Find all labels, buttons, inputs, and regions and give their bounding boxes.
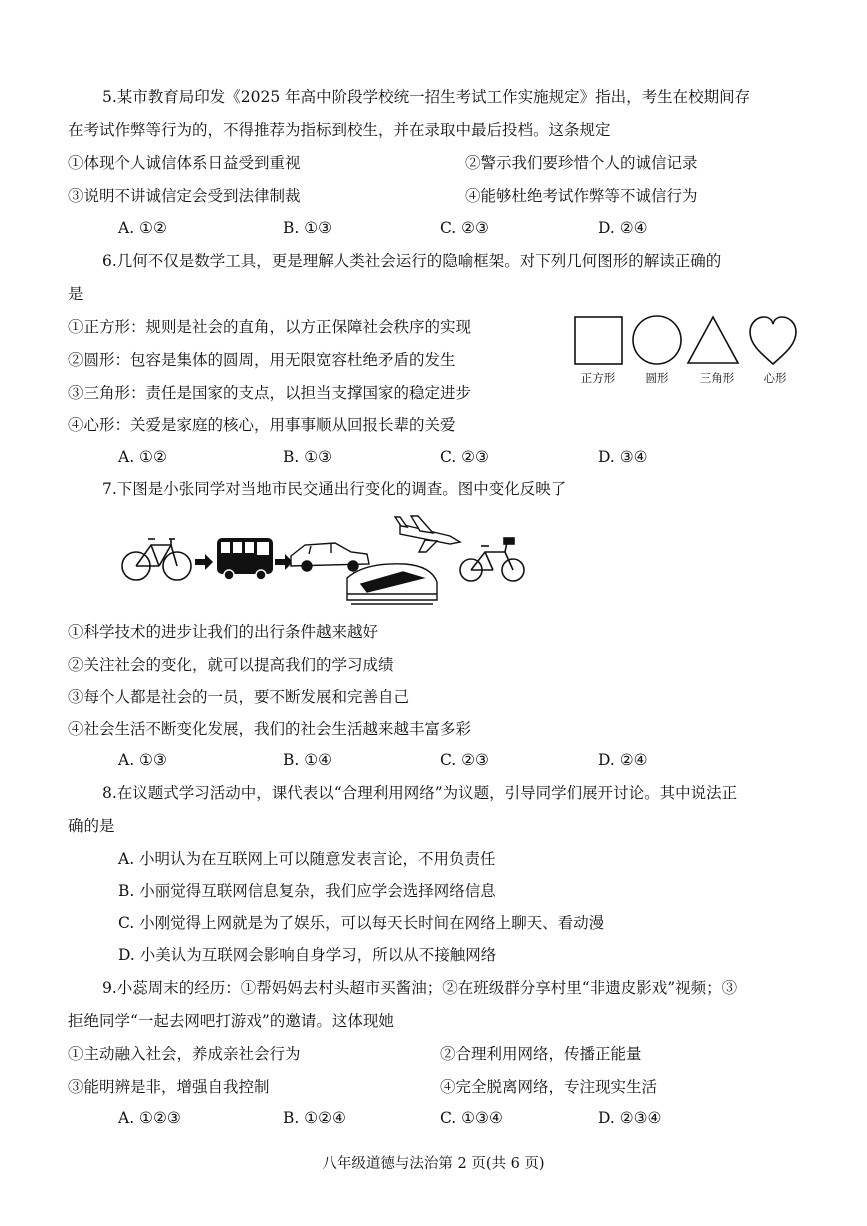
page-footer: 八年级道德与法治第 2 页(共 6 页)	[322, 1156, 545, 1172]
q7-choice-a[interactable]: A. ①③	[118, 751, 167, 769]
square-label: 正方形	[580, 371, 616, 385]
q8-choice-d[interactable]: D. 小美认为互联网会影响自身学习，所以从不接触网络	[118, 946, 497, 964]
q7-statement-3: ③每个人都是社会的一员，要不断发展和完善自己	[68, 688, 410, 706]
q7-stem-line1: 7.下图是小张同学对当地市民交通出行变化的调查。图中变化反映了	[102, 480, 567, 498]
car-icon	[291, 543, 369, 571]
q7-choice-c[interactable]: C. ②③	[440, 751, 489, 769]
q7-choice-b[interactable]: B. ①④	[283, 751, 333, 769]
heart-shape	[750, 317, 796, 364]
square-shape	[575, 317, 622, 364]
q7-statement-2: ②关注社会的变化，就可以提高我们的学习成绩	[68, 656, 394, 674]
q9-choice-a[interactable]: A. ①②③	[118, 1109, 181, 1127]
q9-stem-line1: 9.小蕊周末的经历：①帮妈妈去村头超市买酱油；②在班级群分享村里“非遗皮影戏”视频；③	[102, 979, 738, 997]
q5-choice-a[interactable]: A. ①②	[118, 219, 167, 237]
q7-choice-d[interactable]: D. ②④	[598, 751, 648, 769]
geometry-shapes-figure	[566, 310, 806, 390]
q8-stem-line1: 8.在议题式学习活动中，课代表以“合理利用网络”为议题，引导同学们展开讨论。其中说法正	[102, 784, 738, 802]
q5-statement-4: ④能够杜绝考试作弊等不诚信行为	[465, 187, 698, 205]
arrow-right-icon	[195, 554, 213, 570]
shared-bicycle-icon	[460, 538, 524, 581]
q5-statement-3: ③说明不讲诚信定会受到法律制裁	[68, 187, 301, 205]
q9-statement-3: ③能明辨是非，增强自我控制	[68, 1078, 270, 1096]
q5-choice-d[interactable]: D. ②④	[598, 219, 648, 237]
q6-choice-c[interactable]: C. ②③	[440, 448, 489, 466]
q8-choice-c[interactable]: C. 小刚觉得上网就是为了娱乐，可以每天长时间在网络上聊天、看动漫	[118, 914, 605, 932]
q9-statement-2: ②合理利用网络，传播正能量	[440, 1045, 642, 1063]
q5-stem-line2: 在考试作弊等行为的，不得推荐为指标到校生，并在录取中最后投档。这条规定	[68, 121, 611, 139]
q7-statement-1: ①科学技术的进步让我们的出行条件越来越好	[68, 623, 379, 641]
bicycle-icon	[122, 539, 191, 580]
transport-change-figure	[115, 512, 535, 610]
arrow-right-icon	[275, 554, 293, 570]
q6-statement-4: ④心形：关爱是家庭的核心，用事事顺从回报长辈的关爱	[68, 416, 456, 434]
q6-choice-a[interactable]: A. ①②	[118, 448, 167, 466]
q5-choice-c[interactable]: C. ②③	[440, 219, 489, 237]
q5-choice-b[interactable]: B. ①③	[283, 219, 333, 237]
q5-statement-2: ②警示我们要珍惜个人的诚信记录	[465, 154, 698, 172]
q5-statement-1: ①体现个人诚信体系日益受到重视	[68, 154, 301, 172]
circle-shape	[633, 316, 681, 364]
q9-statement-4: ④完全脱离网络，专注现实生活	[440, 1078, 658, 1096]
q7-statement-4: ④社会生活不断变化发展，我们的社会生活越来越丰富多彩	[68, 720, 472, 738]
triangle-label: 三角形	[699, 371, 735, 385]
q5-stem-line1: 5.某市教育局印发《2025 年高中阶段学校统一招生考试工作实施规定》指出，考生在校期间存	[102, 88, 751, 106]
q9-stem-line2: 拒绝同学“一起去网吧打游戏”的邀请。这体现她	[68, 1012, 394, 1030]
bus-icon	[217, 538, 273, 580]
q6-choice-d[interactable]: D. ③④	[598, 448, 648, 466]
q8-stem-line2: 确的是	[68, 817, 115, 835]
high-speed-train-icon	[347, 564, 437, 604]
q9-choice-c[interactable]: C. ①③④	[440, 1109, 503, 1127]
airplane-icon	[395, 516, 460, 552]
triangle-shape	[688, 317, 738, 363]
q6-choice-b[interactable]: B. ①③	[283, 448, 333, 466]
q9-statement-1: ①主动融入社会，养成亲社会行为	[68, 1045, 301, 1063]
q9-choice-b[interactable]: B. ①②④	[283, 1109, 346, 1127]
q6-statement-2: ②圆形：包容是集体的圆周，用无限宽容杜绝矛盾的发生	[68, 351, 456, 369]
q6-statement-3: ③三角形：责任是国家的支点，以担当支撑国家的稳定进步	[68, 384, 472, 402]
circle-label: 圆形	[645, 371, 669, 385]
q6-stem-line1: 6.几何不仅是数学工具，更是理解人类社会运行的隐喻框架。对下列几何图形的解读正确的	[102, 252, 722, 270]
q6-stem-line2: 是	[68, 285, 84, 303]
q8-choice-a[interactable]: A. 小明认为在互联网上可以随意发表言论，不用负责任	[118, 850, 496, 868]
q9-choice-d[interactable]: D. ②③④	[598, 1109, 662, 1127]
heart-label: 心形	[763, 371, 787, 385]
q8-choice-b[interactable]: B. 小丽觉得互联网信息复杂，我们应学会选择网络信息	[118, 882, 496, 900]
q6-statement-1: ①正方形：规则是社会的直角，以方正保障社会秩序的实现	[68, 318, 472, 336]
